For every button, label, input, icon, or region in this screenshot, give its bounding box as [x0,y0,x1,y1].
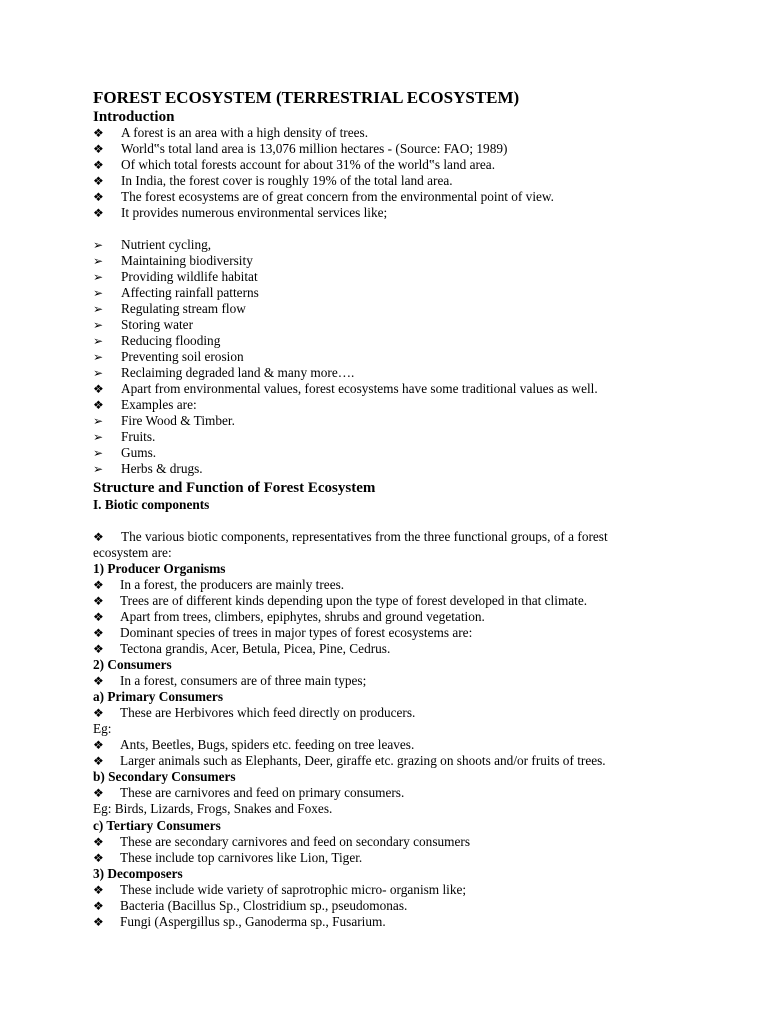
arrow-bullet-icon: ➢ [93,270,104,284]
paragraph-line: Eg: [93,721,112,736]
arrow-bullet-icon: ➢ [93,254,104,268]
diamond-bullet-icon: ❖ [93,190,104,204]
document-page: FOREST ECOSYSTEM (TERRESTRIAL ECOSYSTEM) Introduction ❖ A forest is an area with a high density of trees. ❖ World‟s total land area is 13,076 million hectares - (Source: FAO; 1989) ❖ Of which total forests account for about 31% of the world‟s land area. ❖ In India, the forest cover is roughly 19% of the total land area. ❖ The forest ecosystems are of great concern from the environmental point of view. ❖ It provides numerous environmental services like; ➢ Nutrient cycling, ➢ Maintaining biodiversity ➢ Providing wildlife habitat ➢ Affecting rainfall patterns ➢ Regulating stream flow ➢ Storing water ➢ Reducing flooding ➢ Preventing soil erosion ➢ Reclaiming degraded land & many more…. ❖ Apart from environmental values, forest ecosystems have some traditional values as well. ❖ Examples are: ➢ Fire Wood & Timber. ➢ Fruits. ➢ Gums. ➢ Herbs & drugs. Structure and Function of Forest Ecosystem I. Biotic components ❖ The various biotic components, representatives from the three functional groups, of a forest ecosystem are: 1) Producer Organisms ❖ In a forest, the producers are mainly trees. ❖ Trees are of different kinds depending upon the type of forest developed in that climate. ❖ Apart from trees, climbers, epiphytes, shrubs and ground vegetation. ❖ Dominant species of trees in major types of forest ecosystems are: ❖ Tectona grandis, Acer, Betula, Picea, Pine, Cedrus. 2) Consumers ❖ In a forest, consumers are of three main types; a) Primary Consumers ❖ These are Herbivores which feed directly on producers. Eg: ❖ Ants, Beetles, Bugs, spiders etc. feeding on tree leaves. ❖ Larger animals such as Elephants, Deer, giraffe etc. grazing on shoots and/or fruits of trees. b) Secondary Consumers ❖ These are carnivores and feed on primary consumers. Eg: Birds, Lizards, Frogs, Snakes and Foxes. c) Tertiary Consumers ❖ These are secondary carnivores and feed on secondary consumers ❖ These include top carnivores like Lion, Tiger. 3) Decomposers ❖ These include wide variety of saprotrophic micro- organism like; ❖ Bacteria (Bacillus Sp., Clostridium sp., pseudomonas. ❖ Fungi (Aspergillus sp., Ganoderma sp., Fusarium. [93,88,608,929]
arrow-bullet-icon: ➢ [93,366,104,380]
diamond-bullet-icon: ❖ [93,398,104,412]
section-heading-structure: Structure and Function of Forest Ecosystem [93,480,376,496]
arrow-bullet-icon: ➢ [93,318,104,332]
subsection-heading-primary-consumers: a) Primary Consumers [93,689,223,704]
arrow-bullet-icon: ➢ [93,462,104,476]
diamond-bullet-icon: ❖ [93,158,104,172]
paragraph-line: Eg: Birds, Lizards, Frogs, Snakes and Foxes. [93,801,333,816]
subsection-heading-biotic: I. Biotic components [93,497,210,512]
diamond-bullet-icon: ❖ [93,126,104,140]
diamond-bullet-icon: ❖ [93,530,104,544]
subsection-heading-secondary-consumers: b) Secondary Consumers [93,769,236,784]
paragraph-line: ecosystem are: [93,545,172,560]
diamond-bullet-icon: ❖ [93,915,104,929]
diamond-bullet-icon: ❖ [93,883,104,897]
diamond-bullet-icon: ❖ [93,786,104,800]
diamond-bullet-icon: ❖ [93,642,104,656]
arrow-bullet-icon: ➢ [93,238,104,252]
diamond-bullet-icon: ❖ [93,594,104,608]
diamond-bullet-icon: ❖ [93,899,104,913]
diamond-bullet-icon: ❖ [93,578,104,592]
diamond-bullet-icon: ❖ [93,706,104,720]
arrow-bullet-icon: ➢ [93,302,104,316]
diamond-bullet-icon: ❖ [93,382,104,396]
arrow-bullet-icon: ➢ [93,414,104,428]
diamond-bullet-icon: ❖ [93,851,104,865]
diamond-bullet-icon: ❖ [93,754,104,768]
subsection-heading-consumers: 2) Consumers [93,657,172,672]
diamond-bullet-icon: ❖ [93,206,104,220]
section-heading-introduction: Introduction [93,109,175,125]
diamond-bullet-icon: ❖ [93,674,104,688]
arrow-bullet-icon: ➢ [93,350,104,364]
subsection-heading-decomposers: 3) Decomposers [93,866,183,881]
diamond-bullet-icon: ❖ [93,142,104,156]
diamond-bullet-icon: ❖ [93,835,104,849]
document-title: FOREST ECOSYSTEM (TERRESTRIAL ECOSYSTEM) [93,88,520,107]
diamond-bullet-icon: ❖ [93,610,104,624]
subsection-heading-producers: 1) Producer Organisms [93,561,226,576]
diamond-bullet-icon: ❖ [93,626,104,640]
diamond-bullet-icon: ❖ [93,738,104,752]
diamond-bullet-icon: ❖ [93,174,104,188]
arrow-bullet-icon: ➢ [93,286,104,300]
arrow-bullet-icon: ➢ [93,446,104,460]
arrow-bullet-icon: ➢ [93,334,104,348]
arrow-bullet-icon: ➢ [93,430,104,444]
subsection-heading-tertiary-consumers: c) Tertiary Consumers [93,818,221,833]
